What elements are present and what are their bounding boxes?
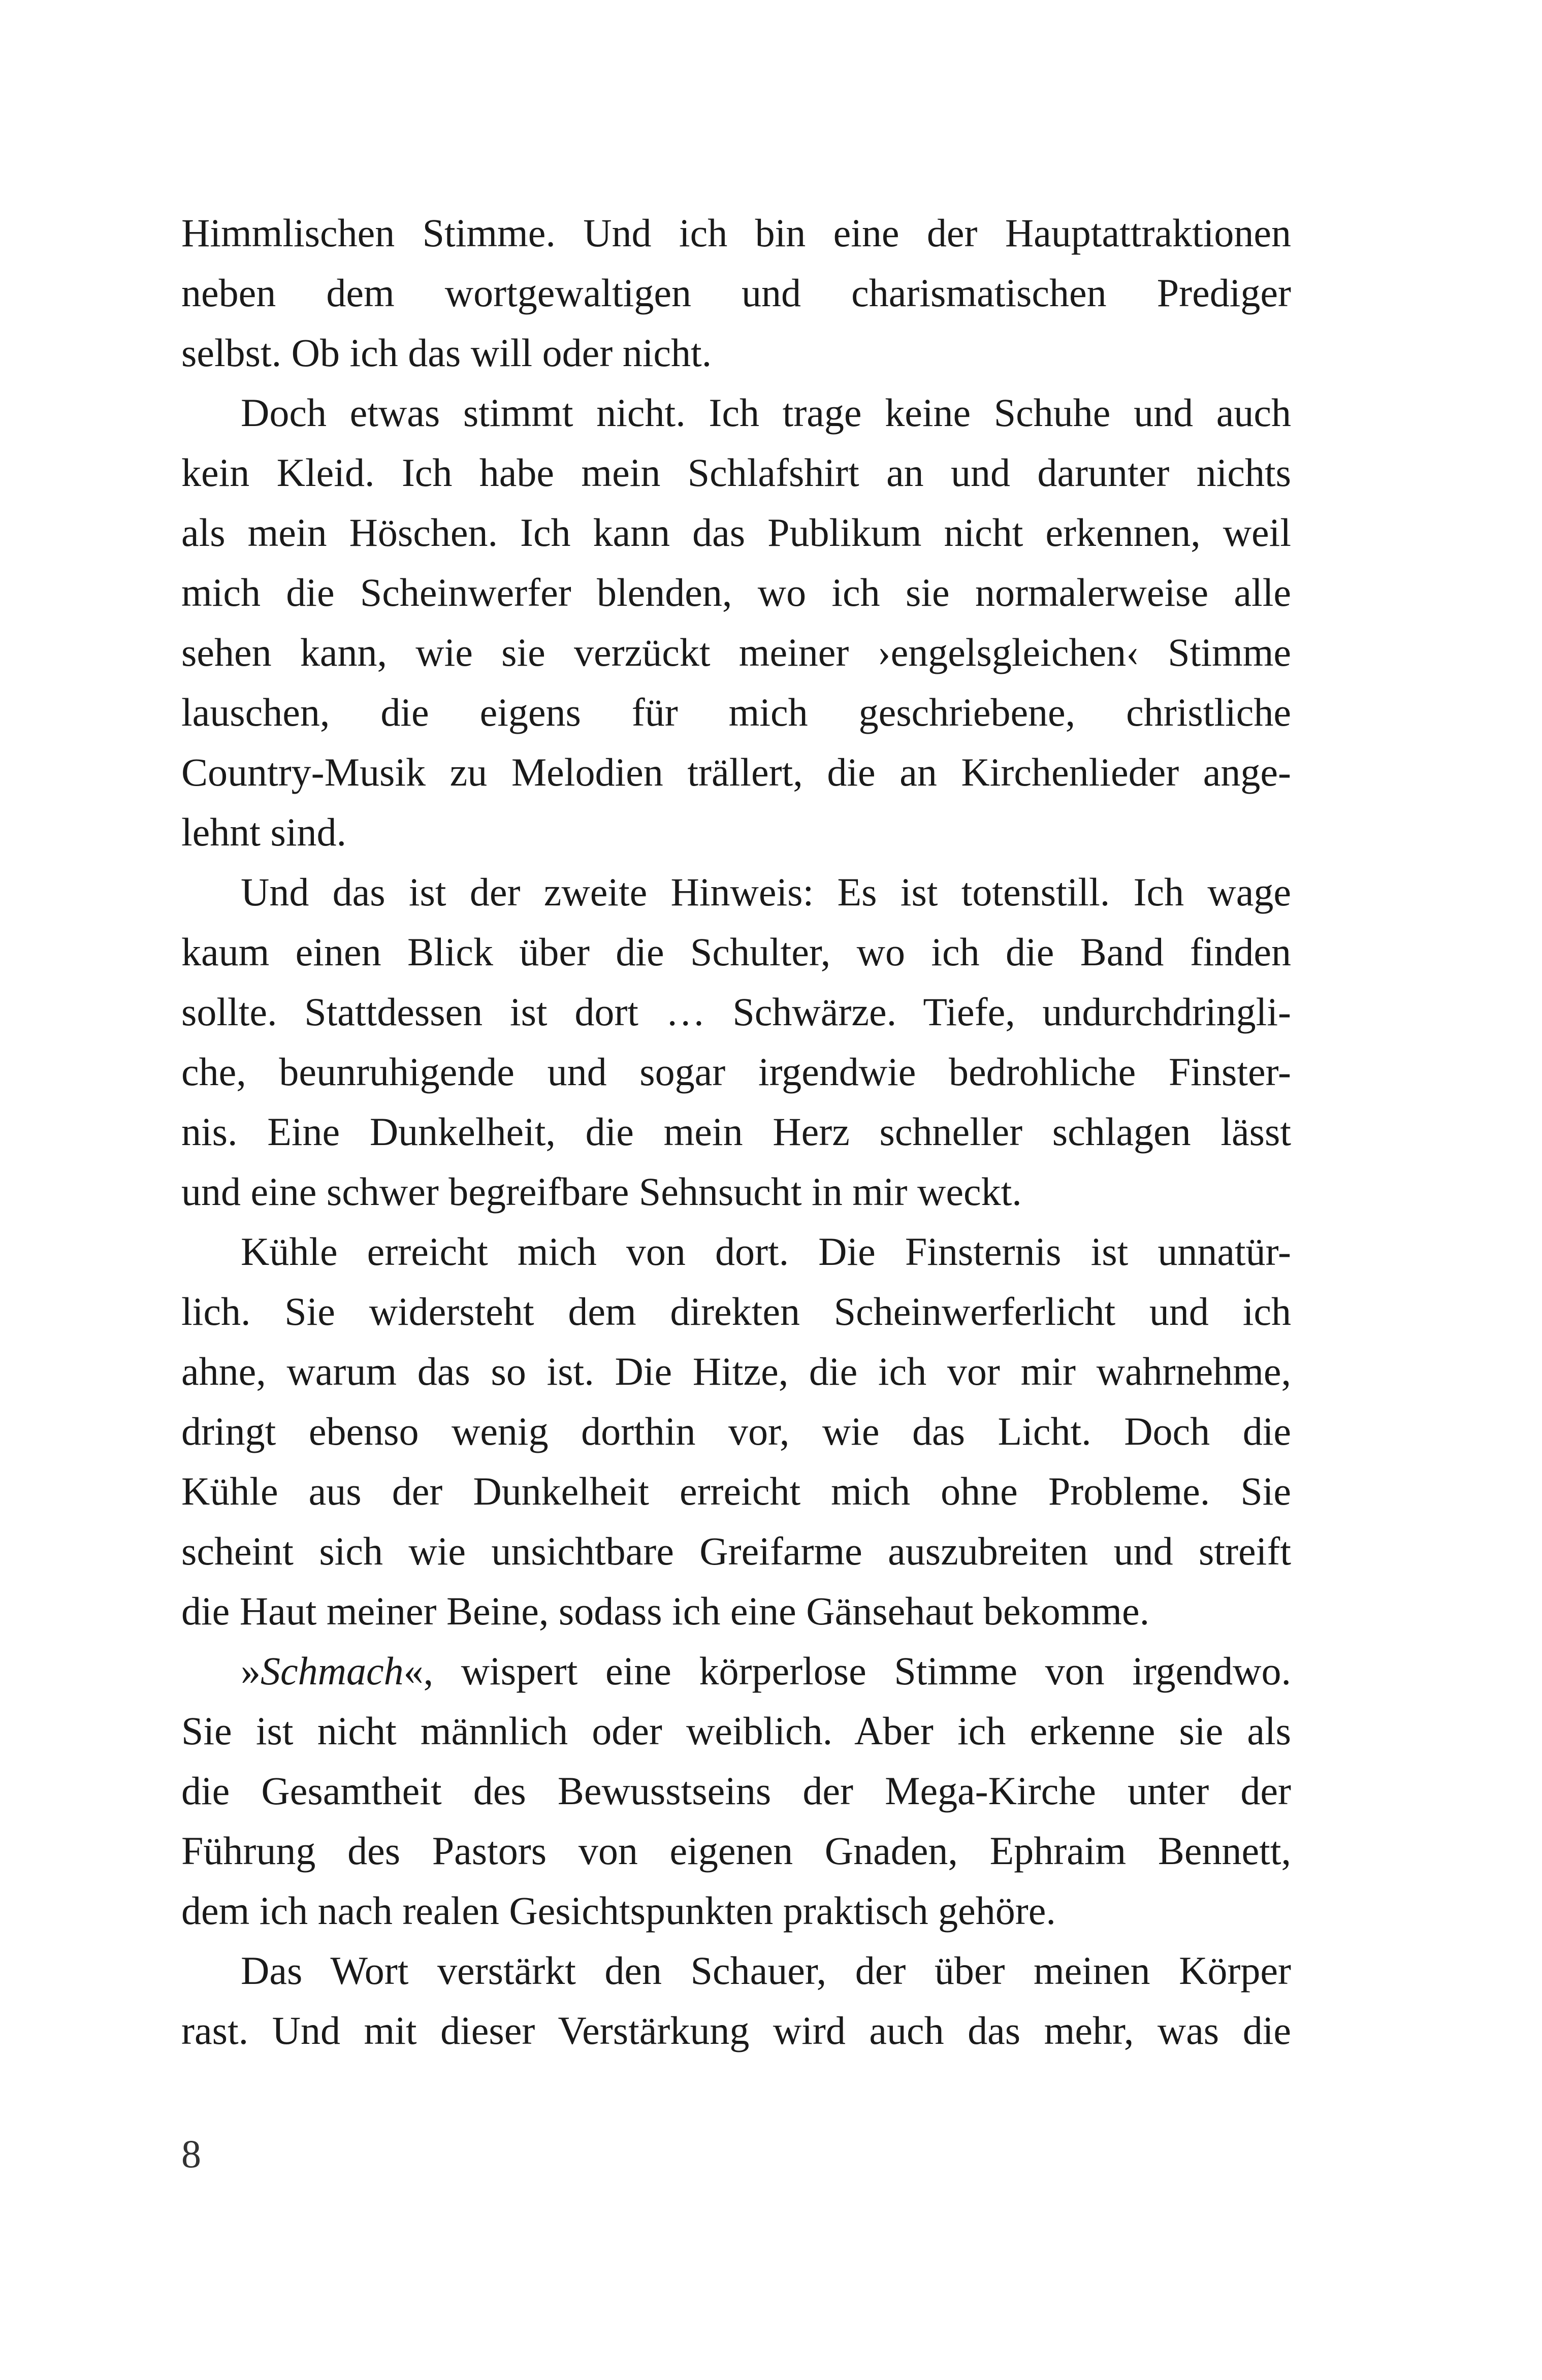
- text-line: lich. Sie widersteht dem direkten Scheinwerferlicht und ich: [181, 1289, 1291, 1333]
- text-line: Kühle aus der Dunkelheit erreicht mich ohne Probleme. Sie: [181, 1469, 1291, 1513]
- text-line: scheint sich wie unsichtbare Greifarme auszubreiten und streift: [181, 1529, 1291, 1573]
- text-line: che, beunruhigende und sogar irgendwie bedrohliche Finster-: [181, 1050, 1291, 1094]
- text-line: nis. Eine Dunkelheit, die mein Herz schneller schlagen lässt: [181, 1110, 1291, 1154]
- text-line: sehen kann, wie sie verzückt meiner ›engelsgleichen‹ Stimme: [181, 630, 1291, 674]
- text-line: dem ich nach realen Gesichtspunkten praktisch gehöre.: [181, 1888, 1056, 1933]
- paragraph: [181, 383, 1291, 862]
- text-line: und eine schwer begreifbare Sehnsucht in mir weckt.: [181, 1169, 1022, 1214]
- page-number: 8: [181, 2132, 201, 2176]
- text-line: neben dem wortgewaltigen und charismatischen Prediger: [181, 271, 1291, 315]
- text-line: Country-Musik zu Melodien trällert, die an Kirchenlieder ange-: [181, 750, 1291, 794]
- paragraph: [181, 203, 1291, 383]
- paragraph: [181, 1641, 1291, 1941]
- text-line: selbst. Ob ich das will oder nicht.: [181, 331, 712, 375]
- text-line: [181, 1641, 1291, 1701]
- text-line: mich die Scheinwerfer blenden, wo ich sie normalerweise alle: [181, 570, 1291, 614]
- paragraph: [181, 1941, 1291, 2061]
- paragraph: [181, 862, 1291, 1222]
- text-line: Doch etwas stimmt nicht. Ich trage keine Schuhe und auch: [241, 390, 1291, 435]
- text-line: Himmlischen Stimme. Und ich bin eine der Hauptattraktionen: [181, 211, 1291, 255]
- text-line: kaum einen Blick über die Schulter, wo ich die Band finden: [181, 930, 1291, 974]
- paragraph: [181, 1222, 1291, 1641]
- text-line: dringt ebenso wenig dorthin vor, wie das Licht. Doch die: [181, 1409, 1291, 1453]
- text-line: Das Wort verstärkt den Schauer, der über meinen Körper: [241, 1948, 1291, 1993]
- italic-word: Schmach: [261, 1649, 404, 1693]
- text-line: rast. Und mit dieser Verstärkung wird auch das mehr, was die: [181, 2008, 1291, 2052]
- quote-rest: «, wispert eine körperlose Stimme von irgendwo.: [403, 1649, 1291, 1693]
- quote-open: »: [241, 1649, 261, 1693]
- text-line: kein Kleid. Ich habe mein Schlafshirt an und darunter nichts: [181, 450, 1291, 495]
- text-line: Führung des Pastors von eigenen Gnaden, Ephraim Bennett,: [181, 1829, 1291, 1873]
- text-line: als mein Höschen. Ich kann das Publikum nicht erkennen, weil: [181, 510, 1291, 555]
- text-line: Sie ist nicht männlich oder weiblich. Aber ich erkenne sie als: [181, 1709, 1291, 1753]
- text-line: ahne, warum das so ist. Die Hitze, die ich vor mir wahrnehme,: [181, 1349, 1291, 1393]
- text-line: sollte. Stattdessen ist dort … Schwärze. Tiefe, undurchdringli-: [181, 990, 1291, 1034]
- text-line: Und das ist der zweite Hinweis: Es ist totenstill. Ich wage: [241, 870, 1291, 914]
- text-line: Kühle erreicht mich von dort. Die Finsternis ist unnatür-: [241, 1229, 1291, 1274]
- text-line: lehnt sind.: [181, 810, 346, 854]
- text-line: lauschen, die eigens für mich geschriebene, christliche: [181, 690, 1291, 734]
- text-line: die Haut meiner Beine, sodass ich eine Gänsehaut bekomme.: [181, 1589, 1150, 1633]
- body-text: [181, 203, 1291, 2061]
- text-line: die Gesamtheit des Bewusstseins der Mega-Kirche unter der: [181, 1769, 1291, 1813]
